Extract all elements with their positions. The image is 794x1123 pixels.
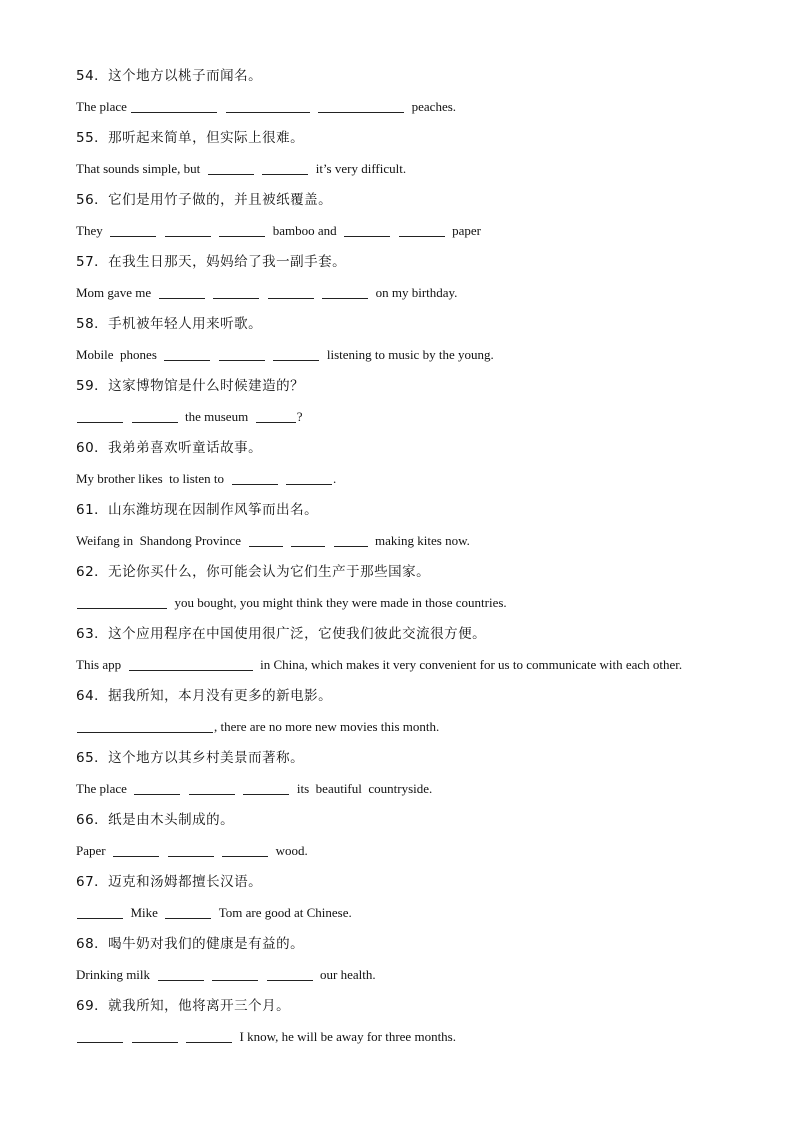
answer-blank[interactable] bbox=[164, 346, 210, 361]
sentence-text bbox=[206, 285, 213, 300]
answer-blank[interactable] bbox=[322, 284, 368, 299]
question-prompt: 54．这个地方以桃子而闻名。 bbox=[76, 68, 263, 84]
answer-blank[interactable] bbox=[291, 532, 325, 547]
answer-blank[interactable] bbox=[77, 594, 167, 609]
sentence-text bbox=[124, 1029, 131, 1044]
sentence-text bbox=[236, 781, 243, 796]
exercise-item bbox=[76, 562, 764, 624]
sentence-text bbox=[157, 223, 164, 238]
answer-blank[interactable] bbox=[165, 904, 211, 919]
answer-sentence bbox=[76, 965, 764, 996]
sentence-text bbox=[124, 409, 131, 424]
answer-blank[interactable] bbox=[77, 408, 123, 423]
sentence-text: ? bbox=[296, 409, 303, 424]
answer-blank[interactable] bbox=[219, 222, 265, 237]
answer-blank[interactable] bbox=[134, 780, 180, 795]
sentence-text bbox=[260, 285, 267, 300]
exercise-item bbox=[76, 624, 764, 686]
sentence-text bbox=[205, 967, 212, 982]
answer-blank[interactable] bbox=[77, 904, 123, 919]
answer-blank[interactable] bbox=[168, 842, 214, 857]
answer-sentence bbox=[76, 407, 764, 438]
sentence-text: , there are no more new movies this month. bbox=[214, 719, 440, 734]
answer-sentence bbox=[76, 779, 764, 810]
answer-blank[interactable] bbox=[219, 346, 265, 361]
answer-blank[interactable] bbox=[243, 780, 289, 795]
answer-sentence bbox=[76, 1027, 764, 1058]
sentence-text: peaches. bbox=[405, 99, 457, 114]
sentence-text: the museum bbox=[178, 409, 255, 424]
answer-blank[interactable] bbox=[334, 532, 368, 547]
question-prompt: 60．我弟弟喜欢听童话故事。 bbox=[76, 440, 263, 456]
answer-blank[interactable] bbox=[77, 718, 213, 733]
sentence-text: Tom are good at Chinese. bbox=[212, 905, 352, 920]
exercise-item bbox=[76, 66, 764, 128]
answer-blank[interactable] bbox=[165, 222, 211, 237]
sentence-text bbox=[215, 843, 222, 858]
exercise-item bbox=[76, 934, 764, 996]
sentence-text bbox=[181, 781, 188, 796]
answer-blank[interactable] bbox=[132, 1028, 178, 1043]
answer-sentence bbox=[76, 593, 764, 624]
sentence-text: They bbox=[76, 223, 110, 238]
question-prompt: 65．这个地方以其乡村美景而著称。 bbox=[76, 750, 305, 766]
answer-blank[interactable] bbox=[189, 780, 235, 795]
sentence-text bbox=[259, 967, 266, 982]
answer-blank[interactable] bbox=[113, 842, 159, 857]
answer-sentence bbox=[76, 717, 764, 748]
answer-blank[interactable] bbox=[213, 284, 259, 299]
answer-blank[interactable] bbox=[212, 966, 258, 981]
exercise-item bbox=[76, 252, 764, 314]
answer-blank[interactable] bbox=[110, 222, 156, 237]
exercise-item bbox=[76, 438, 764, 500]
exercise-item bbox=[76, 190, 764, 252]
answer-blank[interactable] bbox=[208, 160, 254, 175]
answer-sentence bbox=[76, 283, 764, 314]
answer-sentence bbox=[76, 903, 764, 934]
question-prompt: 63．这个应用程序在中国使用很广泛，它使我们彼此交流很方便。 bbox=[76, 626, 487, 642]
answer-sentence bbox=[76, 159, 764, 190]
sentence-text: The place bbox=[76, 99, 131, 114]
answer-blank[interactable] bbox=[132, 408, 178, 423]
answer-blank[interactable] bbox=[273, 346, 319, 361]
answer-sentence bbox=[76, 531, 764, 562]
sentence-text: . bbox=[333, 471, 337, 486]
answer-blank[interactable] bbox=[131, 98, 217, 113]
answer-blank[interactable] bbox=[129, 656, 253, 671]
exercise-item bbox=[76, 128, 764, 190]
sentence-text bbox=[255, 161, 262, 176]
sentence-text bbox=[179, 1029, 186, 1044]
sentence-text: The place bbox=[76, 781, 134, 796]
answer-sentence bbox=[76, 469, 764, 500]
exercise-item bbox=[76, 376, 764, 438]
answer-blank[interactable] bbox=[318, 98, 404, 113]
answer-blank[interactable] bbox=[77, 1028, 123, 1043]
question-prompt: 61．山东潍坊现在因制作风筝而出名。 bbox=[76, 502, 319, 518]
sentence-text: Mobile phones bbox=[76, 347, 164, 362]
sentence-text bbox=[311, 99, 318, 114]
answer-sentence bbox=[76, 841, 764, 872]
sentence-text bbox=[391, 223, 398, 238]
question-prompt: 62．无论你买什么，你可能会认为它们生产于那些国家。 bbox=[76, 564, 431, 580]
sentence-text: paper bbox=[445, 223, 481, 238]
sentence-text: Weifang in Shandong Province bbox=[76, 533, 248, 548]
answer-sentence bbox=[76, 97, 764, 128]
sentence-text bbox=[315, 285, 322, 300]
sentence-text: bamboo and bbox=[266, 223, 344, 238]
question-prompt: 58．手机被年轻人用来听歌。 bbox=[76, 316, 263, 332]
answer-blank[interactable] bbox=[249, 532, 283, 547]
sentence-text bbox=[160, 843, 167, 858]
sentence-text bbox=[211, 347, 218, 362]
answer-blank[interactable] bbox=[399, 222, 445, 237]
exercise-item bbox=[76, 500, 764, 562]
exercise-item bbox=[76, 686, 764, 748]
question-prompt: 67．迈克和汤姆都擅长汉语。 bbox=[76, 874, 263, 890]
exercise-item bbox=[76, 314, 764, 376]
sentence-text bbox=[212, 223, 219, 238]
answer-sentence bbox=[76, 655, 764, 686]
sentence-text: That sounds simple, but bbox=[76, 161, 207, 176]
answer-sentence bbox=[76, 221, 764, 252]
sentence-text: you bought, you might think they were made in those countries. bbox=[168, 595, 507, 610]
question-prompt: 57．在我生日那天，妈妈给了我一副手套。 bbox=[76, 254, 347, 270]
exercise-item bbox=[76, 810, 764, 872]
question-prompt: 59．这家博物馆是什么时候建造的？ bbox=[76, 378, 305, 394]
sentence-text bbox=[218, 99, 225, 114]
answer-blank[interactable] bbox=[268, 284, 314, 299]
answer-blank[interactable] bbox=[256, 408, 296, 423]
answer-blank[interactable] bbox=[262, 160, 308, 175]
answer-blank[interactable] bbox=[158, 966, 204, 981]
question-prompt: 56．它们是用竹子做的，并且被纸覆盖。 bbox=[76, 192, 333, 208]
sentence-text: wood. bbox=[269, 843, 308, 858]
answer-sentence bbox=[76, 345, 764, 376]
answer-blank[interactable] bbox=[286, 470, 332, 485]
sentence-text: Drinking milk bbox=[76, 967, 157, 982]
sentence-text: in China, which makes it very convenient for us to communicate with each other. bbox=[253, 657, 683, 672]
sentence-text: its beautiful countryside. bbox=[290, 781, 433, 796]
answer-blank[interactable] bbox=[344, 222, 390, 237]
sentence-text: This app bbox=[76, 657, 128, 672]
answer-blank[interactable] bbox=[267, 966, 313, 981]
question-prompt: 69．就我所知，他将离开三个月。 bbox=[76, 998, 291, 1014]
sentence-text: listening to music by the young. bbox=[320, 347, 494, 362]
answer-blank[interactable] bbox=[159, 284, 205, 299]
exercise-item bbox=[76, 996, 764, 1058]
answer-blank[interactable] bbox=[226, 98, 310, 113]
question-prompt: 64．据我所知，本月没有更多的新电影。 bbox=[76, 688, 333, 704]
sentence-text: Paper bbox=[76, 843, 113, 858]
question-prompt: 55．那听起来简单，但实际上很难。 bbox=[76, 130, 305, 146]
sentence-text: Mom gave me bbox=[76, 285, 158, 300]
sentence-text: I know, he will be away for three months. bbox=[233, 1029, 456, 1044]
answer-blank[interactable] bbox=[222, 842, 268, 857]
question-prompt: 66．纸是由木头制成的。 bbox=[76, 812, 235, 828]
exercise-document bbox=[76, 66, 764, 1058]
sentence-text: our health. bbox=[313, 967, 376, 982]
answer-blank[interactable] bbox=[186, 1028, 232, 1043]
question-prompt: 68．喝牛奶对我们的健康是有益的。 bbox=[76, 936, 305, 952]
answer-blank[interactable] bbox=[232, 470, 278, 485]
exercise-item bbox=[76, 872, 764, 934]
sentence-text bbox=[266, 347, 273, 362]
sentence-text: on my birthday. bbox=[369, 285, 458, 300]
sentence-text bbox=[284, 533, 291, 548]
sentence-text: making kites now. bbox=[368, 533, 470, 548]
exercise-item bbox=[76, 748, 764, 810]
sentence-text: My brother likes to listen to bbox=[76, 471, 231, 486]
sentence-text bbox=[279, 471, 286, 486]
sentence-text: it’s very difficult. bbox=[309, 161, 407, 176]
sentence-text bbox=[326, 533, 333, 548]
sentence-text: Mike bbox=[124, 905, 165, 920]
